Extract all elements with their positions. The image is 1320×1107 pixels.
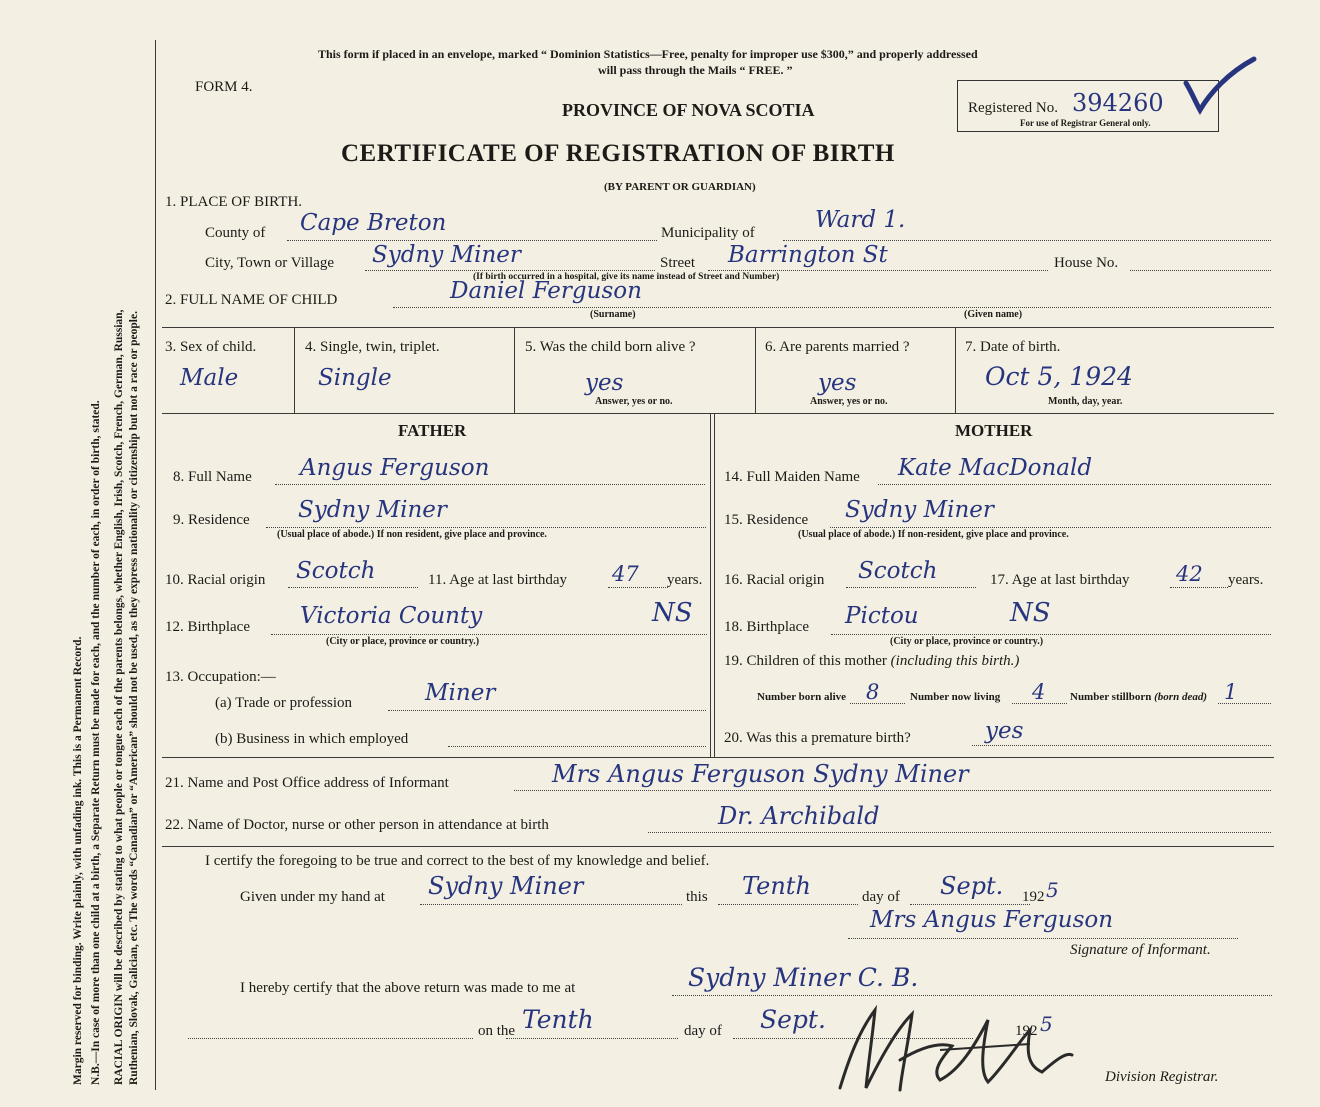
mother-age-line (1170, 587, 1228, 588)
certify-statement: I certify the foregoing to be true and correct to the best of my knowledge and belief. (205, 853, 710, 869)
father-birthplace-label: 12. Birthplace (165, 619, 250, 635)
informant-signature-line (848, 938, 1238, 939)
mother-birthplace-province: NS (1010, 598, 1051, 628)
father-years: years. (667, 572, 703, 588)
surname-note: (Surname) (590, 309, 636, 320)
rule-certify-top (162, 846, 1274, 847)
mother-birthplace-line (831, 634, 1271, 635)
registrar-place-value: Sydny Miner C. B. (688, 963, 919, 992)
municipality-value: Ward 1. (815, 207, 906, 233)
parents-married-value: yes (818, 370, 857, 396)
given-month-line (910, 904, 1030, 905)
born-alive-value: yes (585, 370, 624, 396)
given-name-note: (Given name) (964, 309, 1023, 320)
date-of-birth-value: Oct 5, 1924 (985, 362, 1133, 391)
given-month-value: Sept. (940, 872, 1004, 900)
divider-3 (755, 327, 756, 413)
form-left-border (155, 40, 156, 1090)
municipality-label: Municipality of (661, 225, 755, 241)
registrar-place-line (672, 995, 1272, 996)
province-heading: PROVINCE OF NOVA SCOTIA (562, 100, 815, 120)
mother-city-note: (City or place, province or country.) (890, 636, 1044, 647)
doctor-line (648, 832, 1271, 833)
informant-label: 21. Name and Post Office address of Informant (165, 775, 449, 791)
check-mark-icon (1180, 55, 1260, 115)
living-count-value: 4 (1032, 680, 1046, 704)
trade-label: (a) Trade or profession (215, 695, 353, 711)
page-subtitle: (BY PARENT OR GUARDIAN) (604, 181, 756, 193)
trade-line (388, 710, 706, 711)
mother-age-value: 42 (1176, 562, 1203, 586)
mother-racial-value: Scotch (858, 558, 938, 584)
parents-divider-a (710, 413, 711, 758)
doctor-value: Dr. Archibald (718, 802, 880, 830)
father-residence-value: Sydny Miner (298, 497, 447, 523)
father-age-line (608, 587, 668, 588)
father-residence-line (266, 527, 706, 528)
mother-heading: MOTHER (955, 421, 1033, 440)
hospital-note: (If birth occurred in a hospital, give its name instead of Street and Number) (473, 272, 780, 282)
doctor-label: 22. Name of Doctor, nurse or other person in attendance at birth (165, 817, 549, 833)
on-the-label: on the (478, 1023, 516, 1039)
registered-label: Registered No. (968, 100, 1058, 116)
mother-age-label: 17. Age at last birthday (990, 572, 1130, 588)
county-line (287, 240, 657, 241)
registered-number: 394260 (1072, 89, 1164, 117)
county-label: County of (205, 225, 266, 241)
mother-name-line (878, 484, 1271, 485)
city-label: City, Town or Village (205, 255, 335, 271)
divider-4 (955, 327, 956, 413)
mother-residence-value: Sydny Miner (845, 497, 994, 523)
given-day-line (718, 904, 858, 905)
informant-signature: Mrs Angus Ferguson (870, 907, 1114, 933)
children-label-line (724, 653, 1019, 670)
occupation-label: 13. Occupation:— (165, 669, 276, 685)
children-label: 19. Children of this mother (724, 653, 887, 669)
stillborn-count-value: 1 (1224, 680, 1238, 704)
date-of-birth-note: Month, day, year. (1048, 396, 1123, 407)
informant-line (514, 790, 1271, 791)
margin-note-binding: Margin reserved for binding. Write plainly, with unfading ink. This is a Permanent Record. (72, 636, 84, 1085)
child-name-label: 2. FULL NAME OF CHILD (165, 292, 338, 308)
business-line (448, 746, 706, 747)
father-name-value: Angus Ferguson (300, 455, 490, 481)
registrar-signature (820, 1000, 1080, 1095)
informant-value: Mrs Angus Ferguson Sydny Miner (552, 760, 969, 788)
registrar-day-line (506, 1038, 678, 1039)
registrar-year-prefix: 192 (1015, 1023, 1038, 1039)
child-name-value: Daniel Ferguson (450, 278, 642, 304)
father-racial-line (288, 587, 418, 588)
registrar-lead-line (188, 1038, 473, 1039)
margin-note-racial-origin: RACIAL ORIGIN will be described by stating to what people or tongue each of the parents belongs, whether English, Irish, Scotch, French, German, Russian, (113, 309, 125, 1085)
house-number-label: House No. (1054, 255, 1119, 271)
registrar-use-note: For use of Registrar General only. (1020, 118, 1151, 128)
premature-label: 20. Was this a premature birth? (724, 730, 911, 746)
registrar-day-of-label: day of (684, 1023, 722, 1039)
father-city-note: (City or place, province or country.) (326, 636, 480, 647)
postal-notice: This form if placed in an envelope, marked “ Dominion Statistics—Free, penalty for improper use $300,” and properly addressed (318, 47, 978, 61)
form-number: FORM 4. (195, 79, 253, 95)
this-label: this (686, 889, 708, 905)
parents-married-label: 6. Are parents married ? (765, 339, 910, 355)
division-registrar-label: Division Registrar. (1105, 1069, 1219, 1085)
margin-note-racial-origin-cont: Ruthenian, Slovak, Galician, etc. The words “Canadian” or “American” should not be used, as they express nationality or citizenship but not a race or people. (128, 311, 140, 1085)
born-alive-count-label: Number born alive (757, 691, 847, 703)
registrar-statement: I hereby certify that the above return was made to me at (240, 980, 576, 996)
father-birthplace-province: NS (652, 598, 693, 628)
given-year-prefix: 192 (1022, 889, 1045, 905)
mother-residence-line (830, 527, 1271, 528)
registrar-day-value: Tenth (522, 1005, 594, 1034)
place-of-birth-heading: 1. PLACE OF BIRTH. (165, 194, 303, 210)
mother-birthplace-value: Pictou (845, 603, 919, 629)
page-title: CERTIFICATE OF REGISTRATION OF BIRTH (341, 140, 895, 167)
mother-years: years. (1228, 572, 1264, 588)
given-label: Given under my hand at (240, 889, 385, 905)
divider-1 (294, 327, 295, 413)
postal-notice-free: will pass through the Mails “ FREE. ” (598, 63, 793, 77)
registrar-year-value: 5 (1040, 1012, 1053, 1036)
street-label: Street (660, 255, 695, 271)
mother-residence-label: 15. Residence (724, 512, 809, 528)
municipality-line (783, 240, 1271, 241)
sex-value: Male (180, 365, 239, 391)
mother-racial-label: 16. Racial origin (724, 572, 825, 588)
mother-racial-line (846, 587, 976, 588)
business-label: (b) Business in which employed (215, 731, 409, 747)
mother-birthplace-label: 18. Birthplace (724, 619, 809, 635)
stillborn-note: (born dead) (1154, 691, 1207, 703)
registrar-month-value: Sept. (760, 1005, 826, 1034)
rule-parents-bottom (162, 757, 1274, 758)
sex-label: 3. Sex of child. (165, 339, 257, 355)
father-abode-note: (Usual place of abode.) If non resident, give place and province. (277, 529, 547, 540)
trade-value: Miner (425, 680, 496, 706)
signature-of-informant-label: Signature of Informant. (1070, 942, 1211, 958)
born-alive-label: 5. Was the child born alive ? (525, 339, 696, 355)
born-alive-count-value: 8 (866, 680, 880, 704)
father-birthplace-line (271, 634, 707, 635)
child-name-line (393, 307, 1271, 308)
stillborn-label-line (1070, 691, 1207, 703)
given-year-value: 5 (1046, 878, 1059, 902)
born-alive-note: Answer, yes or no. (595, 396, 673, 407)
given-place-value: Sydny Miner (428, 872, 584, 900)
father-racial-value: Scotch (296, 558, 376, 584)
father-residence-label: 9. Residence (173, 512, 250, 528)
margin-note-multiple-births: N.B.—In case of more than one child at a birth, a Separate Return must be made for each, and the number of each, in order of birth, stated. (90, 400, 102, 1085)
county-value: Cape Breton (300, 210, 447, 236)
given-place-line (420, 904, 682, 905)
premature-line (972, 745, 1271, 746)
given-day-value: Tenth (742, 872, 811, 900)
house-number-line (1130, 270, 1271, 271)
city-line (365, 270, 655, 271)
city-value: Sydny Miner (372, 242, 521, 268)
father-racial-label: 10. Racial origin (165, 572, 266, 588)
father-age-label: 11. Age at last birthday (428, 572, 567, 588)
street-line (708, 270, 1048, 271)
single-value: Single (318, 365, 392, 391)
single-label: 4. Single, twin, triplet. (305, 339, 440, 355)
father-heading: FATHER (398, 421, 467, 440)
rule-bottom-row (162, 413, 1274, 414)
mother-name-label: 14. Full Maiden Name (724, 469, 860, 485)
children-note: (including this birth.) (890, 653, 1020, 669)
stillborn-count-label: Number stillborn (1070, 691, 1152, 703)
living-count-label: Number now living (910, 691, 1001, 703)
parents-married-note: Answer, yes or no. (810, 396, 888, 407)
parents-divider-b (714, 413, 715, 758)
mother-abode-note: (Usual place of abode.) If non-resident, give place and province. (798, 529, 1069, 540)
given-day-of-label: day of (862, 889, 900, 905)
father-name-line (275, 484, 705, 485)
mother-name-value: Kate MacDonald (898, 455, 1093, 481)
premature-value: yes (985, 718, 1024, 744)
father-birthplace-value: Victoria County (300, 603, 483, 629)
father-name-label: 8. Full Name (173, 469, 252, 485)
rule-top-row (162, 327, 1274, 328)
father-age-value: 47 (612, 562, 639, 586)
date-of-birth-label: 7. Date of birth. (965, 339, 1061, 355)
street-value: Barrington St (728, 242, 888, 268)
divider-2 (514, 327, 515, 413)
